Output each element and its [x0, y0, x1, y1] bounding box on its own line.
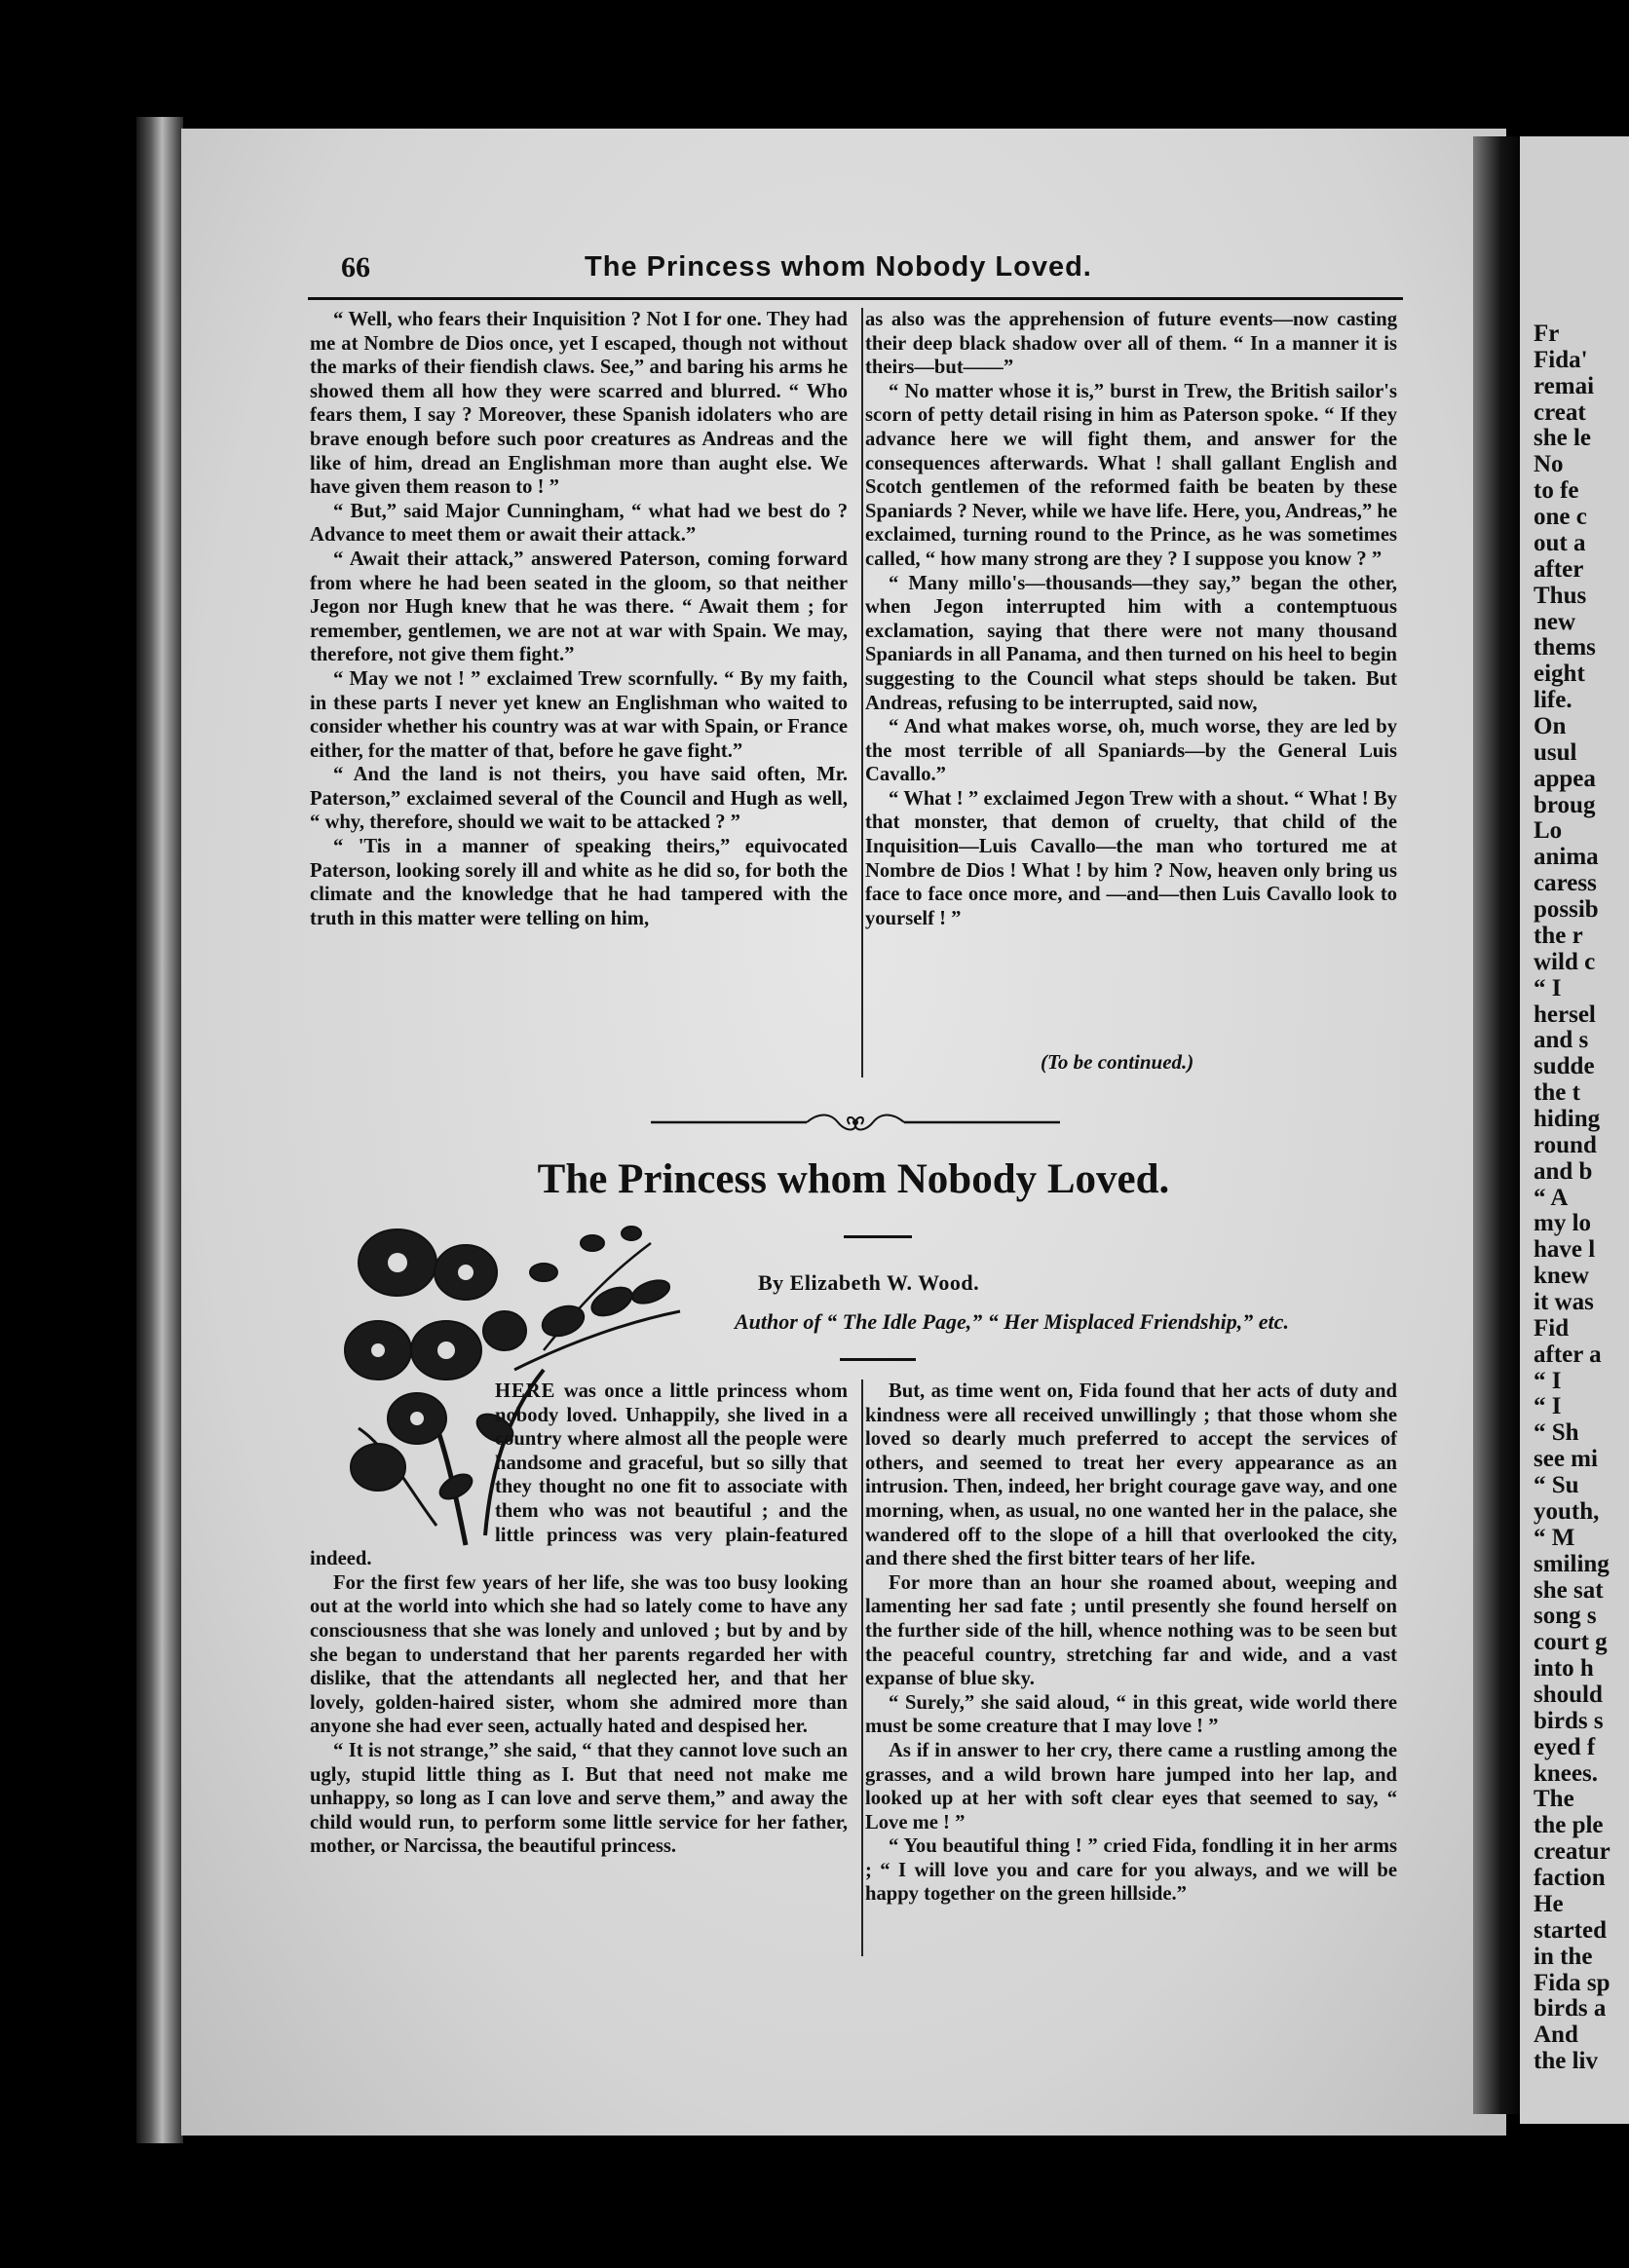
adjacent-page-text: broug — [1534, 791, 1596, 818]
adjacent-page-text: the t — [1534, 1079, 1580, 1107]
adjacent-page-text: hersel — [1534, 1001, 1596, 1028]
adjacent-page-text: hiding — [1534, 1105, 1601, 1132]
ornament-divider — [651, 1111, 1060, 1134]
story-right-column — [865, 1380, 1397, 1907]
adjacent-page-text: out a — [1534, 529, 1586, 556]
paragraph: “ What ! ” exclaimed Jegon Trew with a shout. “ What ! By that monster, that demon of cruelty, that child of the Inquisition—Luis Cavallo—the man who tortured me at Nombre de Dios ! What ! by him ? Now, heaven only bring us face to face once more, and —and—then Luis Cavallo look to yourself ! ” — [865, 787, 1397, 929]
adjacent-page-text: The — [1534, 1786, 1574, 1813]
adjacent-page-text: And — [1534, 2022, 1578, 2049]
adjacent-page-text: knew — [1534, 1263, 1589, 1290]
adjacent-page-text: “ Su — [1534, 1472, 1579, 1499]
adjacent-page-text: creat — [1534, 398, 1586, 426]
adjacent-page-text: appea — [1534, 765, 1596, 792]
paragraph: “ It is not strange,” she said, “ that they cannot love such an ugly, stupid little thing as I. But that need not make me unhappy, so long as I can love and serve them,” and away the child would run, to perform some little service for her father, mother, or Narcissa, the beautiful princess. — [310, 1739, 848, 1858]
adjacent-page-text: sudde — [1534, 1053, 1595, 1080]
adjacent-page-text: and s — [1534, 1027, 1589, 1054]
adjacent-page-text: new — [1534, 608, 1576, 635]
adjacent-page-text: should — [1534, 1682, 1603, 1708]
adjacent-page-text: started — [1534, 1916, 1607, 1944]
adjacent-page-text: the r — [1534, 922, 1583, 949]
paragraph: as also was the apprehension of future events—now casting their deep black shadow over all of them. “ In a manner it is theirs—but——” — [865, 309, 1397, 379]
adjacent-page-text: “ A — [1534, 1184, 1569, 1211]
adjacent-page-text: “ Sh — [1534, 1419, 1579, 1447]
paragraph: “ Many millo's—thousands—they say,” began the other, when Jegon interrupted him with a contemptuous exclamation, saying that there were not many thousand Spaniards in all Panama, and then turned on his heel to begin suggesting to the Council what steps should be taken. But Andreas, refusing to be interrupted, said now, — [865, 572, 1397, 714]
adjacent-page-text: song s — [1534, 1603, 1597, 1630]
author-credits: Author of “ The Idle Page,” “ Her Misplaced Friendship,” etc. — [735, 1309, 1289, 1334]
adjacent-page-text: eight — [1534, 661, 1585, 688]
adjacent-page-text: “ I — [1534, 974, 1562, 1002]
column-divider-top — [861, 308, 863, 1077]
illustration-wrap-space — [310, 1380, 495, 1545]
adjacent-page-text: caress — [1534, 870, 1597, 897]
paragraph: “ No matter whose it is,” burst in Trew, the British sailor's scorn of petty detail rising in him as Paterson spoke. “ If they advance here we will fight them, and answer for the consequences afterwards. What ! shall gallant English and Scotch gentlemen of the reformed faith be beaten by these Spaniards ? Never, while we have life. Here, you, Andreas,” he exclaimed, turning round to the Prince, as he was sometimes called, “ how many strong are they ? I suppose you know ? ” — [865, 380, 1397, 570]
adjacent-page-text: Fid — [1534, 1314, 1570, 1342]
page-gutter — [1473, 136, 1520, 2114]
adjacent-page-text: after a — [1534, 1341, 1602, 1368]
paragraph: As if in answer to her cry, there came a rustling among the grasses, and a wild brown hare jumped into her lap, and looked up at her with soft clear eyes that seemed to say, “ Love me ! ” — [865, 1739, 1397, 1833]
adjacent-page-text: life. — [1534, 687, 1572, 714]
title-rule — [844, 1235, 912, 1238]
adjacent-page-text: Fr — [1534, 321, 1560, 347]
adjacent-page-text: Fida sp — [1534, 1969, 1610, 1996]
adjacent-page-text: the ple — [1534, 1812, 1604, 1839]
paragraph: “ 'Tis in a manner of speaking theirs,” equivocated Paterson, looking sorely ill and white as he did so, for both the climate and the knowledge that he had tampered with the truth in this matter were telling on him, — [310, 836, 848, 929]
paragraph: “ But,” said Major Cunningham, “ what had we best do ? Advance to meet them or await their attack.” — [310, 500, 848, 547]
adjacent-page-text: after — [1534, 555, 1584, 583]
adjacent-page-text: the liv — [1534, 2048, 1598, 2075]
to-be-continued: (To be continued.) — [1041, 1050, 1194, 1074]
paragraph: “ You beautiful thing ! ” cried Fida, fondling it in her arms ; “ I will love you and care for you always, and we will be happy together on the green hillside.” — [865, 1835, 1397, 1906]
paragraph: “ Await their attack,” answered Paterson, coming forward from where he had been seated in the gloom, so that neither Jegon nor Hugh knew that he was there. “ Await them ; for remember, gentlemen, we are not at war with Spain. We may, therefore, not give them fight.” — [310, 548, 848, 666]
column-divider-story — [861, 1380, 863, 1956]
adjacent-page-text: see mi — [1534, 1446, 1598, 1473]
adjacent-page-text: birds s — [1534, 1707, 1604, 1734]
paragraph: “ And the land is not theirs, you have said often, Mr. Paterson,” exclaimed several of the Council and Hugh as well, “ why, therefore, should we wait to be attacked ? ” — [310, 764, 848, 834]
adjacent-page-text: On — [1534, 712, 1567, 739]
adjacent-page-text: to fe — [1534, 477, 1579, 505]
adjacent-page-text: “ M — [1534, 1524, 1575, 1551]
serial-right-column — [865, 308, 1397, 930]
book-spine — [136, 117, 183, 2143]
adjacent-page-edge — [1520, 136, 1629, 2124]
paragraph: For more than an hour she roamed about, weeping and lamenting her sad fate ; until presently she found herself on the further side of the hill, whence nothing was to be seen but the peaceful country, stretching far and wide, and a vast expanse of blue sky. — [865, 1571, 1397, 1690]
adjacent-page-text: anima — [1534, 844, 1599, 871]
adjacent-page-text: it was — [1534, 1289, 1594, 1316]
adjacent-page-text: into h — [1534, 1655, 1594, 1682]
byline-rule — [840, 1358, 916, 1361]
adjacent-page-text: thems — [1534, 634, 1596, 662]
adjacent-page-text: creatur — [1534, 1838, 1610, 1866]
story-title: The Princess whom Nobody Loved. — [537, 1156, 1170, 1202]
adjacent-page-text: knees. — [1534, 1759, 1598, 1787]
adjacent-page-text: possib — [1534, 896, 1599, 924]
adjacent-page-text: smiling — [1534, 1550, 1610, 1577]
paragraph: “ Surely,” she said aloud, “ in this great, wide world there must be some creature that I may love ! ” — [865, 1691, 1397, 1738]
adjacent-page-text: in the — [1534, 1943, 1593, 1970]
paragraph-text: was once a little princess whom nobody loved. Unhappily, she lived in a country where almost all the people were handsome and graceful, but so silly that they thought no one fit to associate with them who was not beautiful ; and the little princess was very plain-featured indeed. — [310, 1380, 848, 1570]
paragraph: “ Well, who fears their Inquisition ? Not I for one. They had me at Nombre de Dios once, yet I escaped, though not without the marks of their fiendish claws. See,” and baring his arms he showed them all how they were scarred and blurred. “ Who fears them, I say ? Moreover, these Spanish idolaters who are brave enough before such poor creatures as Andreas and the like of him, dread an Englishman more than aught else. We have given them reason to ! ” — [310, 309, 848, 499]
running-head: The Princess whom Nobody Loved. — [585, 251, 1092, 283]
opening-word: HERE — [495, 1380, 556, 1402]
page-number: 66 — [341, 251, 370, 284]
adjacent-page-text: No — [1534, 451, 1564, 478]
adjacent-page-text: He — [1534, 1890, 1564, 1917]
paragraph: But, as time went on, Fida found that her acts of duty and kindness were all received unwillingly ; that those whom she loved so dearly much preferred to accept the services of others, and seemed to treat her every appearance as an intrusion. Then, indeed, her bright courage gave way, and one morning, when, as usual, no one wanted her in the palace, she wandered off to the slope of a hill that overlooked the city, and there shed the first bitter tears of her life. — [865, 1380, 1397, 1570]
adjacent-page-text: remai — [1534, 372, 1595, 399]
paragraph: “ May we not ! ” exclaimed Trew scornfully. “ By my faith, in these parts I never yet knew an Englishman who waited to consider whether his country was at war with Spain, or France either, for the matter of that, before he gave fight.” — [310, 667, 848, 762]
header-rule — [308, 297, 1403, 300]
adjacent-page-text: birds a — [1534, 1995, 1607, 2022]
adjacent-page-text: one c — [1534, 504, 1587, 531]
adjacent-page-text: she le — [1534, 425, 1592, 452]
adjacent-page-text: court g — [1534, 1629, 1608, 1656]
adjacent-page-text: “ I — [1534, 1367, 1562, 1394]
adjacent-page-text: youth, — [1534, 1497, 1600, 1525]
adjacent-page-text: Lo — [1534, 817, 1563, 845]
adjacent-page-text: and b — [1534, 1157, 1593, 1185]
adjacent-page-text: eyed f — [1534, 1733, 1596, 1760]
adjacent-page-text: “ I — [1534, 1393, 1562, 1420]
adjacent-page-text: Thus — [1534, 582, 1587, 609]
adjacent-page-text: Fida' — [1534, 346, 1588, 373]
paragraph: For the first few years of her life, she was too busy looking out at the world into which she had so lately come to have any consciousness that she was lonely and unloved ; but by and by she began to understand that her parents regarded her with dislike, that the attendants all neglected her, and that her lovely, golden-haired sister, whom she admired more than anyone she had ever seen, actually hated and despised her. — [310, 1571, 848, 1738]
adjacent-page-text: wild c — [1534, 948, 1596, 975]
adjacent-page-text: round — [1534, 1131, 1597, 1158]
adjacent-page-text: she sat — [1534, 1576, 1604, 1604]
story-left-column — [310, 1380, 848, 1859]
adjacent-page-text: usul — [1534, 738, 1577, 766]
adjacent-page-text: faction — [1534, 1865, 1606, 1892]
adjacent-page-text: have l — [1534, 1236, 1596, 1264]
adjacent-page-text: my lo — [1534, 1210, 1592, 1237]
serial-left-column — [310, 308, 848, 930]
byline: By Elizabeth W. Wood. — [758, 1270, 980, 1295]
paragraph: “ And what makes worse, oh, much worse, they are led by the most terrible of all Spaniards—by the General Luis Cavallo.” — [865, 716, 1397, 786]
